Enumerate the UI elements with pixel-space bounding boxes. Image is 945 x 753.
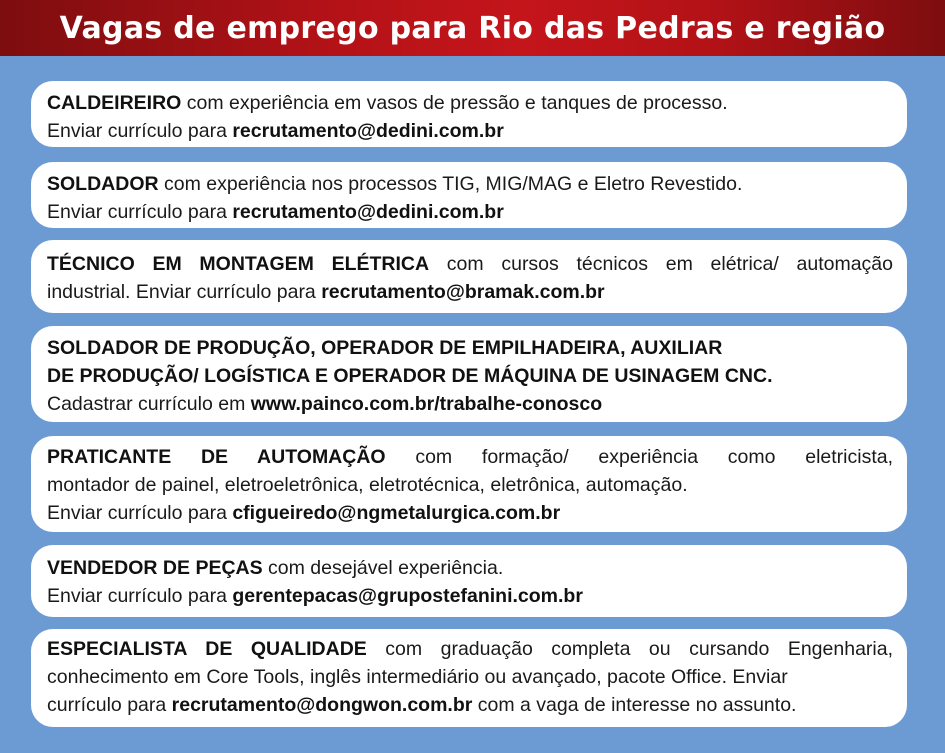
job-description: com graduação completa ou cursando Engenharia,	[366, 638, 893, 660]
contact-email[interactable]: recrutamento@dedini.com.br	[232, 201, 504, 223]
apply-text: Cadastrar currículo em	[47, 393, 251, 415]
apply-suffix: com a vaga de interesse no assunto.	[472, 694, 797, 716]
apply-text: Enviar currículo para	[47, 502, 233, 524]
job-card-tecnico-montagem-eletrica	[31, 240, 907, 313]
job-card-caldeireiro	[31, 81, 907, 147]
contact-email[interactable]: recrutamento@bramak.com.br	[321, 281, 605, 303]
job-card-vendedor-pecas	[31, 545, 907, 617]
apply-text: industrial. Enviar currículo para	[47, 281, 322, 303]
contact-email[interactable]: gerentepacas@grupostefanini.com.br	[232, 585, 583, 607]
job-title: CALDEIREIRO	[47, 92, 182, 114]
job-title: PRATICANTE DE AUTOMAÇÃO	[47, 446, 386, 468]
page-title: Vagas de emprego para Rio das Pedras e região	[59, 10, 886, 46]
job-title: ESPECIALISTA DE QUALIDADE	[47, 638, 367, 660]
apply-text: Enviar currículo para	[47, 201, 233, 223]
job-title: SOLDADOR	[47, 173, 159, 195]
apply-text: Enviar currículo para	[47, 120, 233, 142]
job-description: com formação/ experiência como eletricista,	[385, 446, 894, 468]
apply-text: Enviar currículo para	[47, 585, 233, 607]
job-description: com experiência em vasos de pressão e tanques de processo.	[181, 92, 728, 114]
job-title: VENDEDOR DE PEÇAS	[47, 557, 263, 579]
job-card-especialista-qualidade	[31, 629, 907, 727]
contact-link[interactable]: www.painco.com.br/trabalhe-conosco	[250, 393, 603, 415]
job-description-cont: conhecimento em Core Tools, inglês intermediário ou avançado, pacote Office. Enviar	[47, 666, 788, 688]
job-description: com cursos técnicos em elétrica/ automação	[429, 253, 893, 275]
contact-email[interactable]: recrutamento@dedini.com.br	[232, 120, 504, 142]
contact-email[interactable]: recrutamento@dongwon.com.br	[171, 694, 473, 716]
job-title: TÉCNICO EM MONTAGEM ELÉTRICA	[47, 253, 430, 275]
job-card-soldador	[31, 162, 907, 228]
job-card-praticante-automacao	[31, 436, 907, 532]
contact-email[interactable]: cfigueiredo@ngmetalurgica.com.br	[232, 502, 561, 524]
page-header	[0, 0, 945, 56]
job-card-soldador-producao	[31, 326, 907, 422]
job-description-cont: montador de painel, eletroeletrônica, eletrotécnica, eletrônica, automação.	[47, 474, 688, 496]
job-title-line1: SOLDADOR DE PRODUÇÃO, OPERADOR DE EMPILHADEIRA, AUXILIAR	[47, 337, 723, 359]
apply-text: currículo para	[47, 694, 172, 716]
job-description: com desejável experiência.	[262, 557, 504, 579]
job-description: com experiência nos processos TIG, MIG/MAG e Eletro Revestido.	[158, 173, 743, 195]
job-title-line2: DE PRODUÇÃO/ LOGÍSTICA E OPERADOR DE MÁQUINA DE USINAGEM CNC.	[47, 365, 773, 387]
